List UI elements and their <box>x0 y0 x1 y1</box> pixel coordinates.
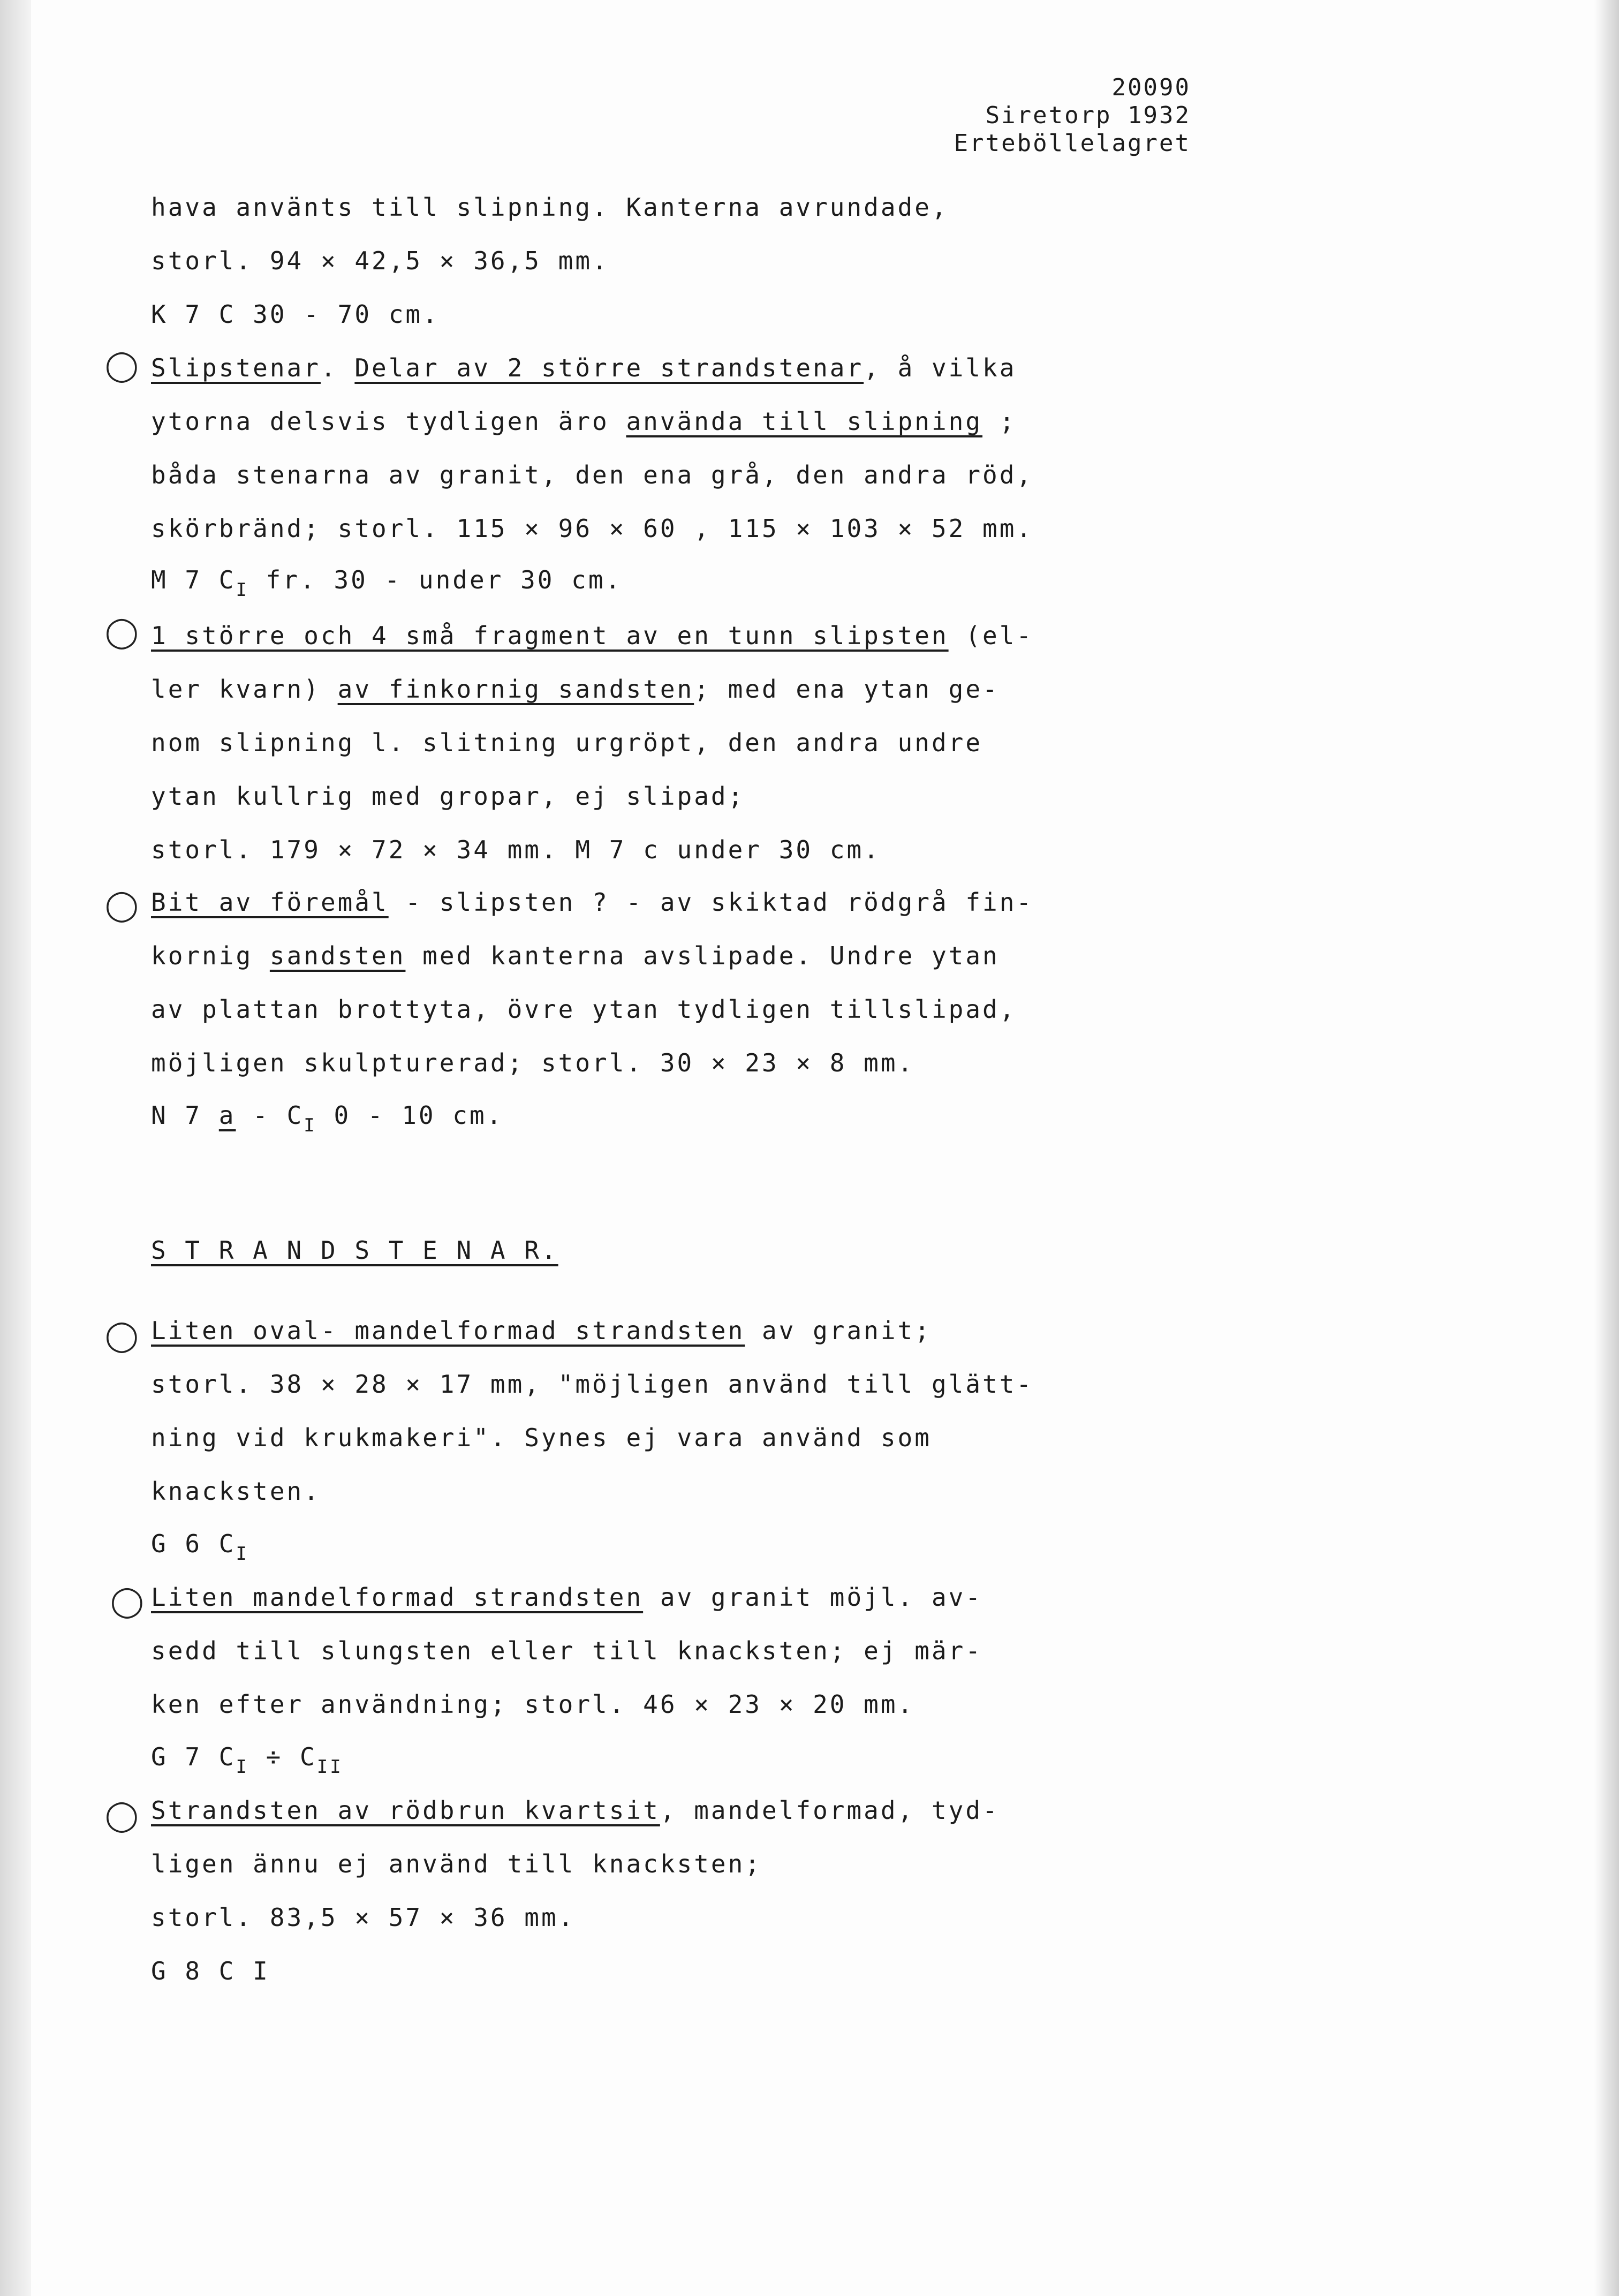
text-line: båda stenarna av granit, den ena grå, den andra röd, <box>151 460 1034 489</box>
text-line: ler kvarn) av finkornig sandsten; med ena ytan ge- <box>151 675 1000 704</box>
document-header <box>954 74 1191 157</box>
entry-title: Slipstenar <box>151 353 321 382</box>
entry-fragment: 1 större och 4 små fragment av en tunn slipsten (el- <box>151 621 1034 650</box>
text-line: ken efter användning; storl. 46 × 23 × 20 mm. <box>151 1690 915 1719</box>
catalog-number: 20090 <box>1111 74 1191 101</box>
find-location: G 7 $C_I \div C_{II}$ <box>151 1742 343 1778</box>
layer-name: Erteböllelagret <box>954 130 1191 157</box>
entry-kvartsit: Strandsten av rödbrun kvartsit, mandelformad, tyd- <box>151 1796 1000 1825</box>
text-line: ytorna delsvis tydligen äro använda till slipning ; <box>151 407 1017 436</box>
entry-title: Strandsten av rödbrun kvartsit <box>151 1796 660 1825</box>
margin-circle-mark: ◯ <box>110 1584 144 1619</box>
text-line: ligen ännu ej använd till knacksten; <box>151 1849 762 1878</box>
text-line: K 7 C 30 - 70 cm. <box>151 300 440 329</box>
text-line: ytan kullrig med gropar, ej slipad; <box>151 782 745 811</box>
margin-circle-mark: ◯ <box>105 1798 139 1833</box>
entry-mandel: Liten mandelformad strandsten av granit möjl. av- <box>151 1583 983 1612</box>
entry-title: 1 större och 4 små fragment av en tunn slipsten <box>151 621 949 650</box>
entry-oval: Liten oval- mandelformad strandsten av granit; <box>151 1316 932 1345</box>
text-line: storl. 38 × 28 × 17 mm, "möjligen använd till glätt- <box>151 1370 1034 1399</box>
text-line: sedd till slungsten eller till knacksten; ej mär- <box>151 1636 983 1665</box>
entry-title: Bit av föremål <box>151 888 389 917</box>
find-location: N 7 a - $C_I$ 0 - 10 cm. <box>151 1101 504 1136</box>
entry-slipstenar: Slipstenar. Delar av 2 större strandstenar, å vilka <box>151 353 1017 382</box>
site-name: Siretorp 1932 <box>985 102 1191 129</box>
margin-circle-mark: ◯ <box>105 888 139 923</box>
text-line: storl. 179 × 72 × 34 mm. M 7 c under 30 cm. <box>151 835 881 864</box>
binding-edge <box>0 0 31 2296</box>
text-line: ning vid krukmakeri". Synes ej vara använd som <box>151 1423 932 1452</box>
margin-circle-mark: ◯ <box>105 348 139 383</box>
text-line: nom slipning l. slitning urgröpt, den andra undre <box>151 728 983 757</box>
section-heading: S T R A N D S T E N A R. <box>151 1236 558 1265</box>
margin-circle-mark: ◯ <box>105 615 139 649</box>
margin-circle-mark: ◯ <box>105 1318 139 1353</box>
entry-bit: Bit av föremål - slipsten ? - av skiktad rödgrå fin- <box>151 888 1034 917</box>
text-line: storl. 83,5 × 57 × 36 mm. <box>151 1903 576 1932</box>
find-location: G 6 $C_I$ <box>151 1529 249 1565</box>
text-line: skörbränd; storl. 115 × 96 × 60 , 115 × 103 × 52 mm. <box>151 514 1034 543</box>
text-line: knacksten. <box>151 1477 321 1506</box>
text-line: kornig sandsten med kanterna avslipade. Undre ytan <box>151 941 1000 970</box>
entry-title: Liten mandelformad strandsten <box>151 1583 644 1612</box>
find-location: M 7 $C_I$ fr. 30 - under 30 cm. <box>151 565 623 601</box>
text-line: av plattan brottyta, övre ytan tydligen tillslipad, <box>151 995 1017 1024</box>
find-location: G 8 C I <box>151 1957 270 1985</box>
entry-subtitle: Delar av 2 större strandstenar <box>354 353 864 382</box>
text-line: storl. 94 × 42,5 × 36,5 mm. <box>151 246 609 275</box>
text-line: möjligen skulpturerad; storl. 30 × 23 × 8 mm. <box>151 1048 915 1077</box>
entry-title: Liten oval- mandelformad strandsten <box>151 1316 745 1345</box>
text-line: hava använts till slipning. Kanterna avrundade, <box>151 193 949 222</box>
page-edge-shadow <box>1594 0 1619 2296</box>
